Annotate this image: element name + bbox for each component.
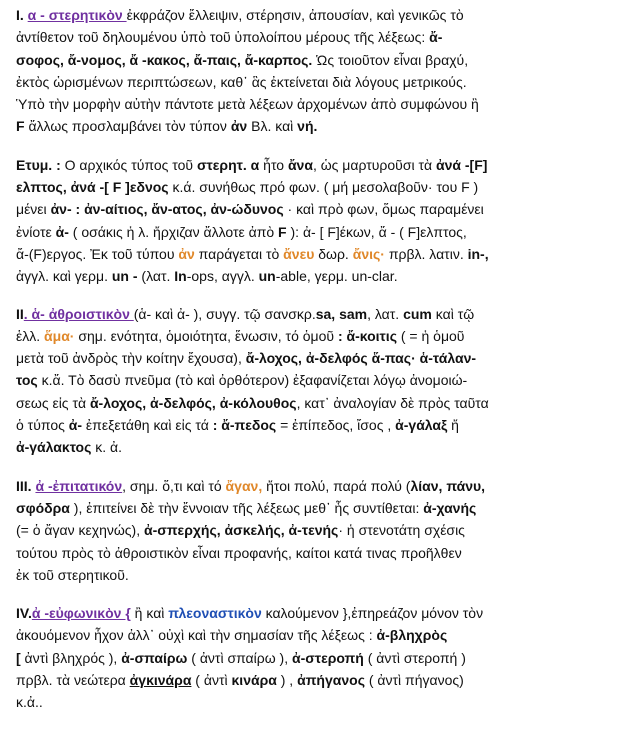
text-line xyxy=(16,647,616,669)
highlighted-term: στερητ. α xyxy=(196,156,260,173)
text-run: ): ἀ- [ F]έκων, ἄ - ( F]ελπτος, xyxy=(286,223,467,240)
highlighted-term: in-, xyxy=(467,245,489,262)
text-run: ( ἀντὶ xyxy=(191,672,232,689)
text-run: ἀντὶ βληχρός ), xyxy=(20,649,122,666)
highlighted-term: ἀγκινάρα xyxy=(129,672,192,689)
text-line xyxy=(16,497,616,519)
highlighted-term: ἀνά -[F] xyxy=(435,156,488,173)
highlighted-term: πλεοναστικὸν xyxy=(168,605,262,622)
highlighted-term: : ἄ-κοιτις xyxy=(337,327,397,344)
text-line xyxy=(16,414,616,436)
text-line xyxy=(16,71,616,93)
highlighted-term: λίαν, πάνυ, xyxy=(410,477,486,494)
text-run: -able, γερμ. un-clar. xyxy=(275,268,398,285)
text-line xyxy=(16,176,616,198)
text-run: ὁ τύπος xyxy=(16,417,69,434)
highlighted-term: ἀ-στεροπή xyxy=(291,649,364,666)
section-etymology xyxy=(16,154,616,288)
highlighted-term: In xyxy=(174,268,187,285)
highlighted-term: : ἄ-πεδος xyxy=(212,417,277,434)
section-alpha-privative xyxy=(16,4,616,138)
text-run: κ.ά. συνήθως πρό φων. ( μή μεσολαβοῦν· του F ) xyxy=(168,179,479,196)
text-line xyxy=(16,265,616,287)
text-run: ἄλλως προσλαμβάνει τὸν τύπον xyxy=(28,118,231,135)
text-line xyxy=(16,436,616,458)
highlighted-term: νή. xyxy=(297,118,318,135)
text-run: ἐκ τοῦ στερητικοῦ. xyxy=(16,566,129,583)
text-line xyxy=(16,602,616,624)
highlighted-term: un - xyxy=(111,268,138,285)
highlighted-term: ἀ-γάλακτος xyxy=(16,439,92,456)
text-run: ἐπεξετάθη καὶ εἰς τά xyxy=(82,417,213,434)
text-line xyxy=(16,93,616,115)
text-run: ( οσάκις ἡ λ. ἤρχιζαν ἄλλοτε ἀπὸ xyxy=(68,223,279,240)
highlighted-term: σφόδρα xyxy=(16,499,70,516)
highlighted-term: ἀ-σπερχής, ἀσκελής, ἀ-τενής xyxy=(143,522,339,539)
text-run: ( ἀντὶ στεροπή ) xyxy=(363,649,466,666)
text-run: σεως εἰς τὰ xyxy=(16,394,90,411)
highlighted-term: κινάρα xyxy=(231,672,277,689)
highlighted-term: IV. xyxy=(16,605,32,622)
highlighted-term: ἀν xyxy=(178,245,195,262)
highlighted-term: III. xyxy=(16,477,36,494)
highlighted-term: I. xyxy=(16,7,28,23)
text-run: ἑλλ. xyxy=(16,327,45,344)
text-run: ἀγγλ. καὶ γερμ. xyxy=(16,268,112,285)
text-run: (ἁ- καὶ ἀ- ), συγγ. τῷ σανσκρ. xyxy=(133,305,316,322)
highlighted-term: F xyxy=(278,223,287,240)
text-line xyxy=(16,303,616,325)
highlighted-term: ελπτος, ἀνά -[ F ]εδνος xyxy=(16,179,169,196)
text-run: ἀκουόμενον ἦχον ἀλλ᾽ οὐχὶ καὶ τὴν σημασίαν τῆς λέξεως : xyxy=(16,627,377,644)
section-alpha-intensive xyxy=(16,475,616,586)
text-run: Ο αρχικός τύπος τοῦ xyxy=(64,156,197,173)
text-run: καὶ τῷ xyxy=(431,305,475,322)
text-run: κ.ἀ.. xyxy=(16,694,43,711)
text-run: ἐκφράζον ἔλλειψιν, στέρησιν, ἀπουσίαν, καὶ γενικῶς τὸ xyxy=(126,7,464,23)
section-alpha-euphonic xyxy=(16,602,616,713)
highlighted-term: ἄνις· xyxy=(352,245,385,262)
highlighted-term: ἀ -ἐπιτατικόν xyxy=(35,477,123,494)
text-run: ἤτοι πολύ, παρά πολύ ( xyxy=(262,477,411,494)
text-line xyxy=(16,154,616,176)
text-line xyxy=(16,243,616,265)
text-run: (= ὁ ἄγαν κεχηνώς), xyxy=(16,522,144,539)
text-run: Ὑπὸ τὴν μορφὴν αὐτὴν πάντοτε μετὰ λέξεων ἀρχομένων ἀπὸ συμφώνου ἢ xyxy=(16,96,479,113)
highlighted-term: ἄ-λοχος, ἀ-δελφός, ἀ-κόλουθος xyxy=(89,394,297,411)
text-line xyxy=(16,519,616,541)
highlighted-term: ἀ- xyxy=(55,223,69,240)
text-run: ), ἐπιτείνει δὲ τὴν ἔννοιαν τῆς λέξεως μεθ᾽ ἧς συντίθεται: xyxy=(69,499,424,516)
text-run: , λατ. xyxy=(367,305,404,322)
text-run: (λατ. xyxy=(137,268,175,285)
highlighted-term: σοφος, ἄ-νομος, ἄ -κακος, ἄ-παις, ἄ-καρπος. xyxy=(16,51,313,68)
highlighted-term: II xyxy=(16,305,24,322)
text-run: μετὰ τοῦ ἀνδρὸς τὴν κοίτην ἔχουσα), xyxy=(16,350,246,367)
text-run: κ.ἄ. Τὸ δασὺ πνεῦμα (τὸ καὶ ὀρθότερον) ἐξαφανίζεται λόγῳ ἀνομοιώ- xyxy=(37,372,468,389)
highlighted-term: ἀ-χανής xyxy=(423,499,477,516)
text-run: Ὡς τοιοῦτον εἶναι βραχύ, xyxy=(312,51,469,68)
text-line xyxy=(16,4,616,26)
text-run: ἤ xyxy=(447,417,459,434)
text-line xyxy=(16,347,616,369)
text-run: , κατ᾽ ἀναλογίαν δὲ πρὸς ταῦτα xyxy=(296,394,489,411)
text-run: καλούμενον },ἐπηρεάζον μόνον τὸν xyxy=(261,605,484,622)
text-line xyxy=(16,221,616,243)
highlighted-term: ἀν xyxy=(230,118,248,135)
text-line xyxy=(16,26,616,48)
text-run: , σημ. ὅ,τι καὶ τό xyxy=(122,477,226,494)
highlighted-term: ἀ-γάλαξ xyxy=(395,417,448,434)
highlighted-term: α - στερητικὸν xyxy=(27,7,127,23)
document-page xyxy=(16,4,616,714)
text-run: ἄ-(F)εργος. Ἐκ τοῦ τύπου xyxy=(16,245,179,262)
text-run: παράγεται τὸ xyxy=(194,245,284,262)
text-run: ἐνίοτε xyxy=(16,223,56,240)
highlighted-term: ἀ-βληχρὸς xyxy=(376,627,448,644)
text-run: ( ἀντὶ πήγανος) xyxy=(364,672,464,689)
text-run: Βλ. καὶ xyxy=(247,118,298,135)
highlighted-term: ἄνα xyxy=(287,156,313,173)
section-alpha-copulative xyxy=(16,303,616,459)
highlighted-term: ἄ-λοχος, ἀ-δελφός ἅ-πας· ἁ-τάλαν- xyxy=(245,350,477,367)
highlighted-term: ἀ -εὐφωνικὸν { xyxy=(31,605,131,622)
highlighted-term: . ἁ- ἀθροιστικὸν xyxy=(23,305,134,322)
highlighted-term: cum xyxy=(403,305,432,322)
text-run: ἦτο xyxy=(259,156,288,173)
text-run: ( ἀντὶ σπαίρω ), xyxy=(187,649,292,666)
highlighted-term: ἀν- : xyxy=(50,201,81,218)
text-run: κ. ἀ. xyxy=(91,439,123,456)
highlighted-term: ἄνευ xyxy=(283,245,315,262)
text-line xyxy=(16,669,616,691)
text-run: ἀντίθετον τοῦ δηλουμένου ὑπὸ τοῦ ὑπολοίπου μέρους τῆς λέξεως: xyxy=(16,29,430,46)
text-run: ἐκτὸς ὡρισμένων περιπτώσεων, καθ᾽ ἃς ἐκτείνεται διὰ λόγους μετρικούς. xyxy=(16,73,467,90)
text-line xyxy=(16,115,616,137)
text-line xyxy=(16,624,616,646)
text-run: τούτου πρὸς τὸ ἀθροιστικὸν εἶναι προφανής, καίτοι κατά τινας προῆλθεν xyxy=(16,544,462,561)
text-run: · ἡ στενοτάτη σχέσις xyxy=(338,522,465,539)
highlighted-term: Ετυμ. : xyxy=(16,156,65,173)
highlighted-term: un xyxy=(258,268,276,285)
highlighted-term: ἀν-αίτιος, ἄν-ατος, ἀν-ώδυνος xyxy=(84,201,284,218)
text-run: ) , xyxy=(276,672,298,689)
text-line xyxy=(16,475,616,497)
text-run: πρβλ. τὰ νεώτερα xyxy=(16,672,130,689)
text-line xyxy=(16,564,616,586)
highlighted-term: ἄ- xyxy=(429,29,443,46)
highlighted-term: ἄγαν, xyxy=(225,477,263,494)
highlighted-term: ἅμα· xyxy=(44,327,75,344)
highlighted-term: τος xyxy=(16,372,38,389)
text-line xyxy=(16,369,616,391)
highlighted-term: ἀπήγανος xyxy=(297,672,365,689)
highlighted-term: ἀ-σπαίρω xyxy=(121,649,188,666)
text-run: ἢ καὶ xyxy=(130,605,169,622)
highlighted-term: ἀ- xyxy=(68,417,83,434)
text-run: = ἐπίπεδος, ἴσος , xyxy=(276,417,396,434)
text-line xyxy=(16,691,616,713)
text-run: μένει xyxy=(16,201,51,218)
highlighted-term: F xyxy=(16,118,29,135)
text-run: · καὶ πρὸ φων, ὅμως παραμένει xyxy=(283,201,484,218)
text-line xyxy=(16,392,616,414)
text-line xyxy=(16,542,616,564)
highlighted-term: [ xyxy=(16,649,21,666)
text-line xyxy=(16,198,616,220)
text-run: πρβλ. λατιν. xyxy=(384,245,468,262)
text-run: -ops, αγγλ. xyxy=(186,268,259,285)
text-line xyxy=(16,325,616,347)
text-line xyxy=(16,49,616,71)
highlighted-term: sa, sam xyxy=(315,305,368,322)
text-run: δωρ. xyxy=(314,245,353,262)
text-run: σημ. ενότητα, ὁμοιότητα, ἕνωσιν, τό ὁμοῦ xyxy=(74,327,338,344)
text-run: ( = ἡ ὁμοῦ xyxy=(396,327,465,344)
text-run: , ὡς μαρτυροῦσι τὰ xyxy=(312,156,436,173)
